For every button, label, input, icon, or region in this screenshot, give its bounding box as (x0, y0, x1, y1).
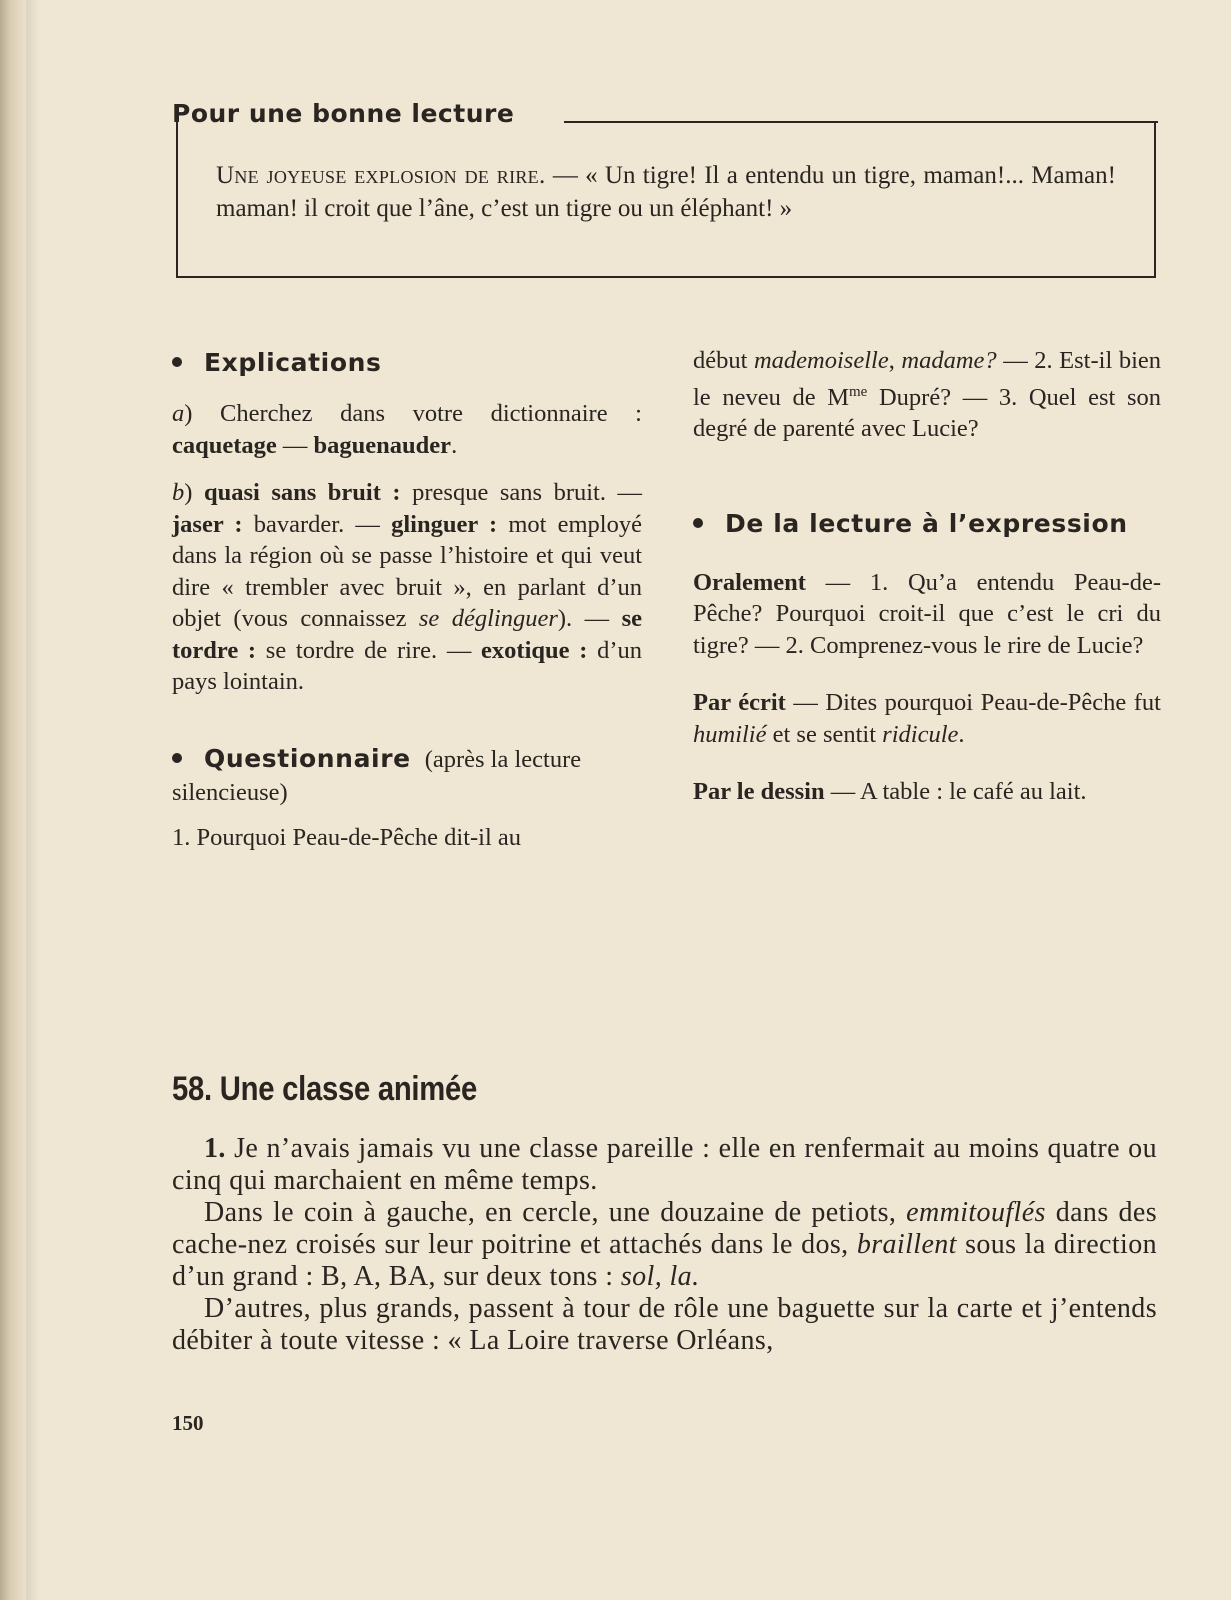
page-number: 150 (172, 1411, 204, 1435)
questionnaire-subtitle-cont: silencieuse) (172, 778, 288, 806)
chapter-paragraph-3: D’autres, plus grands, passent à tour de rôle une baguette sur la carte et j’entends débiter à toute vitesse : « La Loire traverse Orléans, (172, 1293, 1157, 1356)
oralement-paragraph (693, 567, 1161, 662)
bullet-icon (172, 753, 182, 763)
question-1-start: 1. Pourquoi Peau-de-Pêche dit-il au (172, 824, 522, 851)
text: d’un pays lointain. (172, 636, 643, 695)
text: bavarder. — (242, 510, 380, 538)
question-3-text: Dupré? — 3. Quel est son degré de parenté avec Lucie? (693, 383, 1161, 443)
gutter-shadow (26, 0, 40, 1600)
vocab-word: quasi sans bruit : (203, 479, 401, 506)
text: ). — (557, 605, 610, 632)
left-column (172, 346, 642, 854)
question-continuation: début mademoiselle, madame? — 2. Est-il bien le neveu de $M^{me}$ Dupré? — 3. Quel est son degré de parenté avec Lucie? (693, 347, 1162, 443)
vocab-word: jaser : (172, 510, 243, 538)
questionnaire-heading (172, 742, 642, 777)
exercise-label: Oralement (693, 568, 806, 596)
punctuation: . (958, 720, 965, 748)
italic-term: emmitouflés (906, 1197, 1046, 1228)
chapter-paragraph-2 (172, 1197, 1157, 1293)
text: presque sans bruit. — (400, 479, 642, 506)
italic-term: madame? (901, 347, 997, 374)
vocab-word: caquetage (172, 431, 277, 459)
exercise-text: et se sentit (766, 720, 883, 748)
chapter-paragraph-1 (172, 1133, 1157, 1197)
reading-text (216, 159, 1116, 225)
question-2-text: — 2. Est-il bien le neveu de M (693, 347, 1162, 411)
reading-quote: — « Un tigre! Il a entendu un tigre, maman!... Maman! maman! il croit que l’âne, c’est un tigre ou un éléphant! » (216, 162, 1116, 222)
questionnaire-title: Questionnaire (204, 743, 411, 773)
ecrit-paragraph (693, 687, 1161, 750)
vocab-word: baguenauder (313, 431, 452, 459)
text: ) (184, 479, 193, 506)
dessin-paragraph (693, 776, 1161, 808)
italic-term: se déglinguer (418, 605, 558, 632)
chapter-title: 58. Une classe animée (172, 1070, 478, 1108)
item-letter: b (172, 479, 185, 506)
reading-title-smallcaps: Une joyeuse explosion de rire. (216, 162, 546, 189)
punctuation: . (451, 431, 458, 459)
explication-a (172, 398, 642, 461)
exercise-text: — 1. Qu’a entendu Peau-de-Pêche? Pourquoi croit-il que c’est le cri du tigre? — 2. Comprenez-vous le rire de Lucie? (693, 568, 1161, 659)
chapter-body (172, 1133, 1157, 1357)
exercise-text: — A table : le café au lait. (824, 778, 1087, 806)
italic-term: sol, la. (620, 1261, 700, 1292)
separator: — (276, 431, 314, 459)
vocab-word: exotique : (481, 636, 588, 664)
exercise-label: Par écrit (693, 689, 786, 717)
questionnaire-subtitle: (après la lecture (424, 745, 582, 773)
explication-a-text: ) Cherchez dans votre dictionnaire : (184, 400, 642, 427)
bullet-icon (693, 518, 703, 528)
expression-title: De la lecture à l’expression (725, 508, 1128, 538)
italic-term: ridicule (882, 720, 959, 748)
explications-title: Explications (204, 348, 382, 377)
paragraph-text: sous la direction d’un grand : B, A, BA, sur deux tons : (172, 1229, 1158, 1292)
italic-term: humilié (693, 720, 767, 748)
explications-heading (172, 346, 642, 380)
paragraph-text: Je n’avais jamais vu une classe pareille : elle en renfermait au moins quatre ou cinq qui marchaient en même temps. (172, 1133, 1157, 1196)
exercise-label: Par le dessin (693, 778, 825, 806)
item-letter: a (172, 400, 185, 427)
explication-b (172, 477, 642, 698)
italic-term: braillent (856, 1229, 957, 1260)
vocab-word: glinguer : (391, 510, 498, 538)
superscript: me (849, 383, 868, 400)
bullet-icon (172, 357, 182, 367)
expression-heading (693, 507, 1161, 541)
paragraph-text: dans des cache-nez croisés sur leur poitrine et attachés dans le dos, (172, 1197, 1158, 1260)
exercise-text: — Dites pourquoi Peau-de-Pêche fut (785, 689, 1161, 717)
separator: , (888, 347, 902, 374)
section-number: 1. (204, 1133, 226, 1164)
book-spine-edge (0, 0, 26, 1600)
text: se tordre de rire. — (256, 636, 472, 664)
vocab-word: se tordre : (172, 605, 642, 664)
reading-heading: Pour une bonne lecture (172, 99, 515, 128)
italic-term: mademoiselle (753, 347, 889, 374)
right-column (693, 345, 1161, 808)
text: mot employé dans la région où se passe l’histoire et qui veut dire « trembler avec bruit », en parlant d’un objet (vous connaissez (172, 510, 642, 632)
paragraph-text: Dans le coin à gauche, en cercle, une douzaine de petiots, (204, 1197, 907, 1228)
